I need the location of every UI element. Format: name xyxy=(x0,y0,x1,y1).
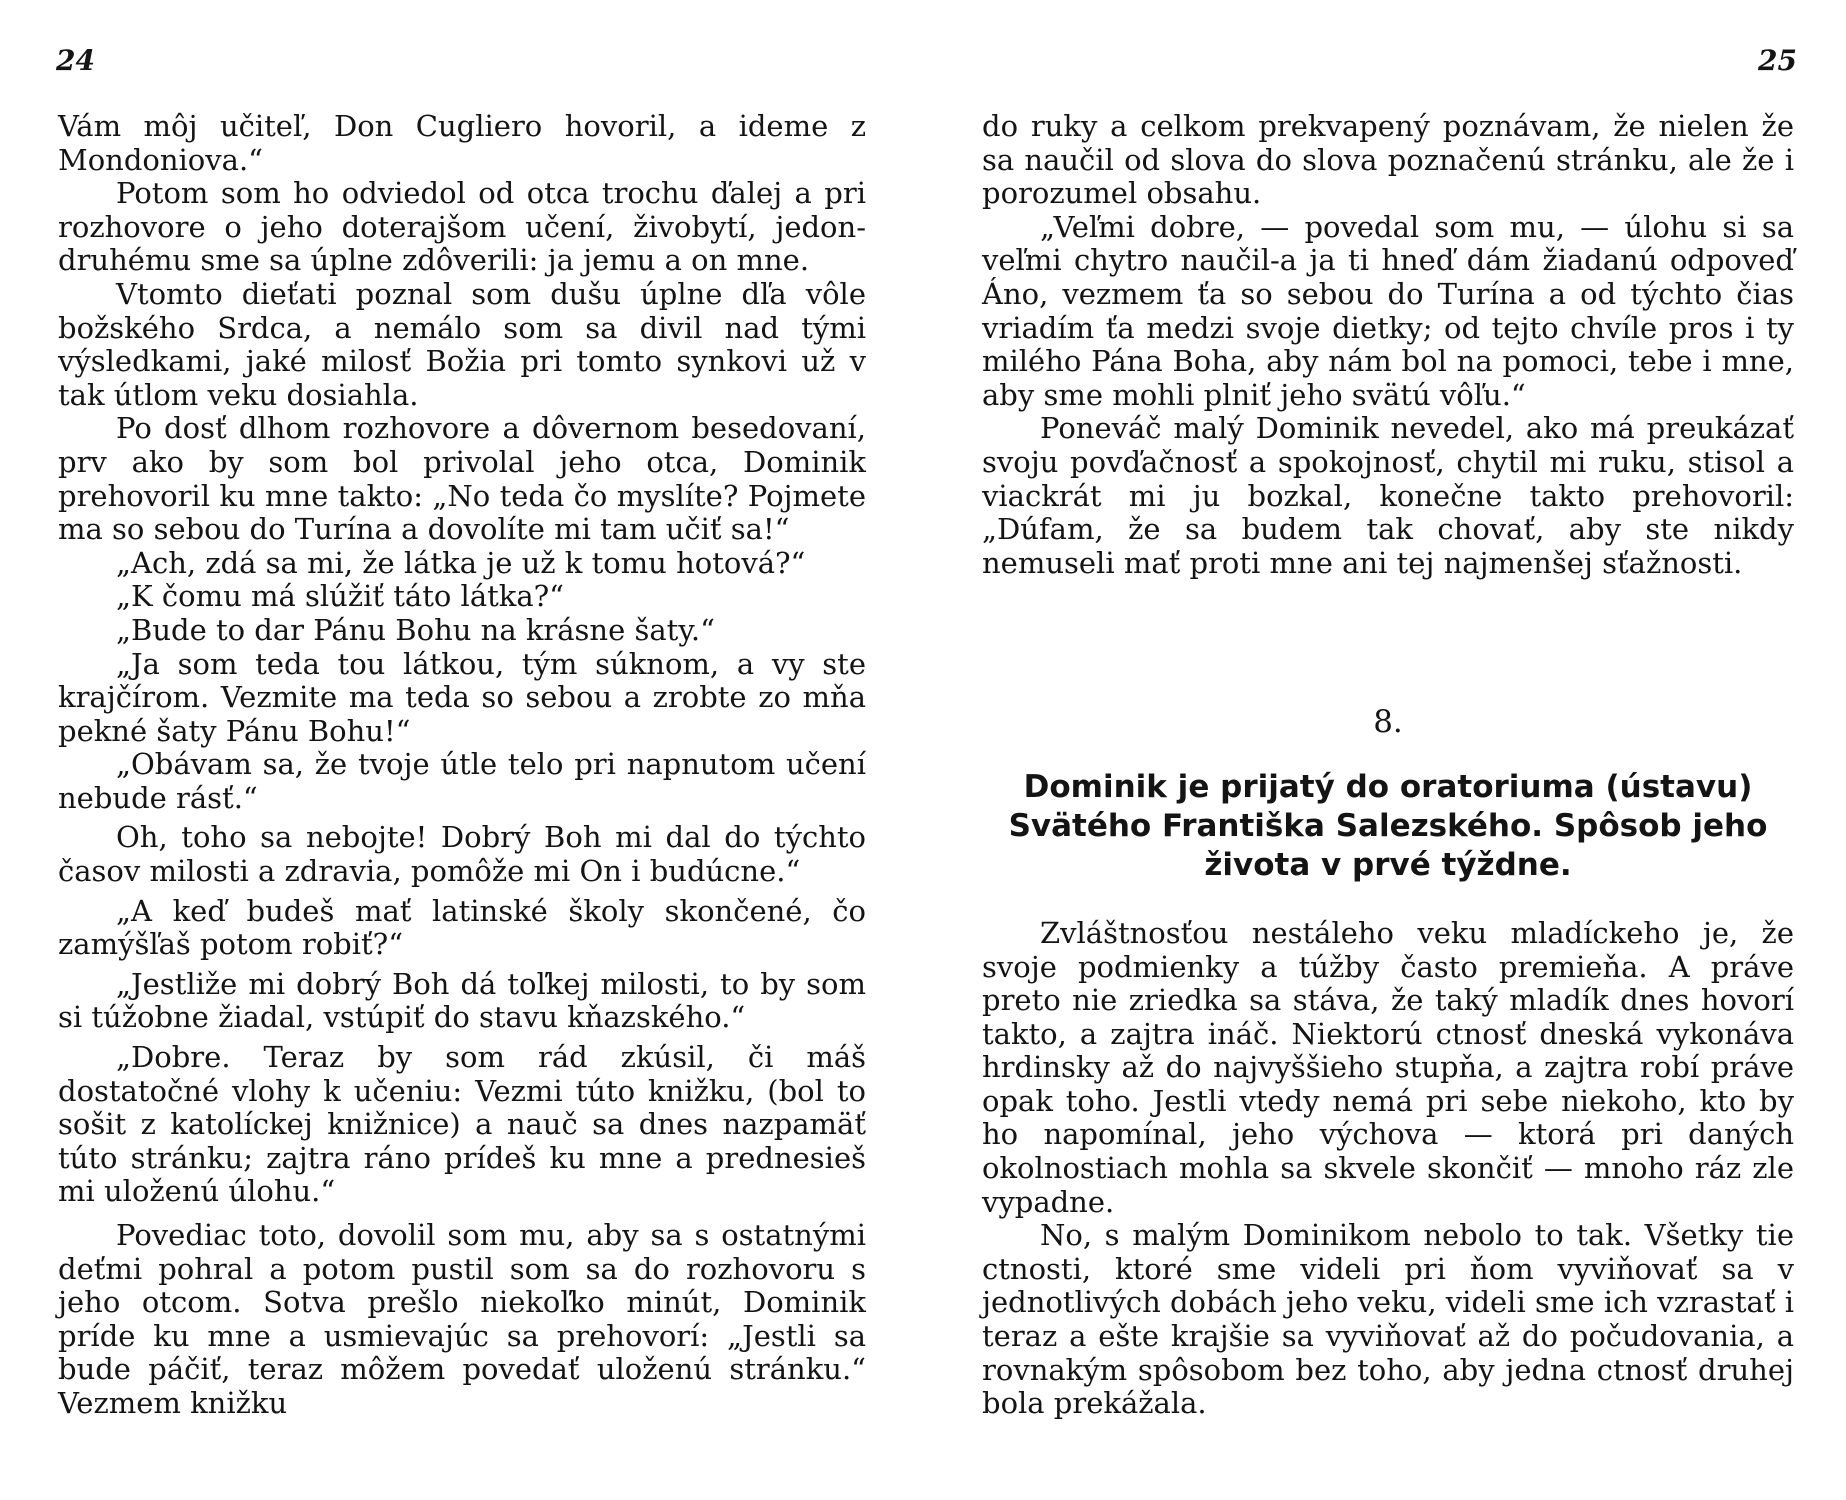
paragraph: Po dosť dlhom rozhovore a dôvernom besedovaní, prv ako by som bol privolal jeho otca, Dominik prehovoril ku mne takto: „No teda čo myslíte? Pojmete ma so sebou do Turína a dovolíte mi tam učiť sa!“ xyxy=(58,411,866,547)
chapter-number: 8. xyxy=(1373,704,1403,741)
chapter-title: Dominik je prijatý do oratoriuma (ústavu) Svätého Františka Salezského. Spôsob jeho života v prvé týždne. xyxy=(1008,768,1768,883)
paragraph: „Veľmi dobre, — povedal som mu, — úlohu si sa veľmi chytro naučil-a ja ti hneď dám žiadanú odpoveď Áno, vezmem ťa so sebou do Turína a od týchto čias vriadím ťa medzi svoje dietky; od tejto chvíle pros i ty milého Pána Boha, aby nám bol na pomoci, tebe i mne, aby sme mohli plniť jeho svätú vôľu.“ xyxy=(982,209,1794,412)
right-page-text xyxy=(982,110,1794,1421)
paragraph: Potom som ho odviedol od otca trochu ďalej a pri rozhovore o jeho doterajšom učení, živobytí, jedon- druhému sme sa úplne zdôverili: ja jemu a on mne. xyxy=(58,176,866,278)
left-page-number: 24 xyxy=(56,44,95,77)
paragraph: „Bude to dar Pánu Bohu na krásne šaty.“ xyxy=(116,612,715,647)
paragraph: Poneváč malý Dominik nevedel, ako má preukázať svoju povďačnosť a spokojnosť, chytil mi ruku, stisol a viackrát mi ju bozkal, konečne takto prehovoril: „Dúfam, že sa budem tak chovať, aby ste nikdy nemuseli mať proti mne ani tej najmenšej sťažnosti. xyxy=(982,411,1794,580)
paragraph: Vtomto dieťati poznal som dušu úplne dľa vôle božského Srdca, a nemálo som sa divil nad tými výsledkami, jaké milosť Božia pri tomto synkovi už v tak útlom veku dosiahla. xyxy=(58,276,866,412)
right-page-number: 25 xyxy=(1758,44,1797,77)
paragraph: „K čomu má slúžiť táto látka?“ xyxy=(116,579,564,614)
paragraph: Vám môj učiteľ, Don Cugliero hovoril, a ideme z Mondoniova.“ xyxy=(58,109,866,177)
paragraph: „Jestliže mi dobrý Boh dá toľkej milosti, to by som si túžobne žiadal, vstúpiť do stavu kňazského.“ xyxy=(58,966,866,1035)
paragraph: „Dobre. Teraz by som rád zkúsil, či máš dostatočné vlohy k učeniu: Vezmi túto knižku, (bol to sošit z katolíckej knižnice) a nauč sa dnes nazpamäť túto stránku; zajtra ráno prídeš ku mne a prednesieš mi uloženú úlohu.“ xyxy=(58,1040,866,1209)
paragraph: Zvláštnosťou nestáleho veku mladíckeho je, že svoje podmienky a túžby často premieňa. A práve preto nie zriedka sa stáva, že taký mladík dnes hovorí takto, a zajtra ináč. Niektorú ctnosť dneská vykonáva hrdinsky až do najvyššieho stupňa, a zajtra robí práve opak toho. Jestli vtedy nemá pri sebe niekoho, kto by ho napomínal, jeho výchova — ktorá pri daných okolnostiach mohla sa skvele skončiť — mnoho ráz zle vypadne. xyxy=(982,915,1794,1219)
paragraph: „A keď budeš mať latinské školy skončené, čo zamýšľaš potom robiť?“ xyxy=(58,893,866,962)
paragraph: „Ja som teda tou látkou, tým súknom, a vy ste krajčírom. Vezmite ma teda so sebou a zrobte zo mňa pekné šaty Pánu Bohu!“ xyxy=(58,646,866,748)
paragraph: do ruky a celkom prekvapený poznávam, že nielen že sa naučil od slova do slova poznačenú stránku, ale že i porozumel obsahu. xyxy=(982,109,1794,211)
paragraph: Oh, toho sa nebojte! Dobrý Boh mi dal do týchto časov milosti a zdravia, pomôže mi On i budúcne.“ xyxy=(58,820,866,889)
paragraph: „Ach, zdá sa mi, že látka je už k tomu hotová?“ xyxy=(116,545,806,580)
paragraph: Povediac toto, dovolil som mu, aby sa s ostatnými deťmi pohral a potom pustil som sa do rozhovoru s jeho otcom. Sotva prešlo niekoľko minút, Dominik príde ku mne a usmievajúc sa prehovorí: „Jestli sa bude páčiť, teraz môžem povedať uloženú stránku.“ Vezmem knižku xyxy=(58,1218,866,1420)
left-page-text xyxy=(58,110,866,1421)
paragraph: No, s malým Dominikom nebolo to tak. Všetky tie ctnosti, ktoré sme videli pri ňom vyviňovať sa v jednotlivých dobách jeho veku, videli sme ich vzrastať i teraz a ešte krajšie sa vyviňovať až do počudovania, a rovnakým spôsobom bez toho, aby jedna ctnosť druhej bola prekážala. xyxy=(982,1218,1794,1421)
paragraph: „Obávam sa, že tvoje útle telo pri napnutom učení nebude rásť.“ xyxy=(58,747,866,815)
